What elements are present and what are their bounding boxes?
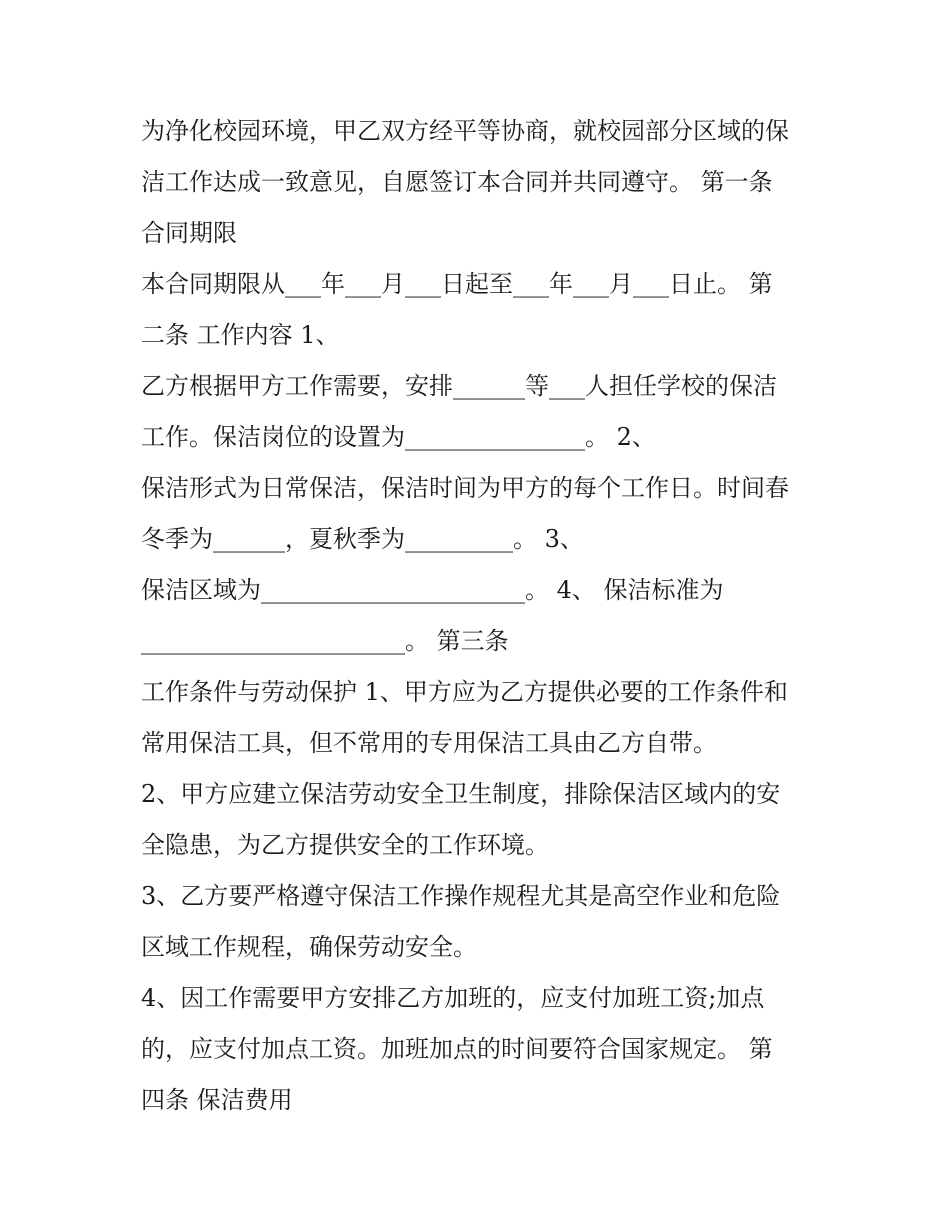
text-line: 的，应支付加点工资。加班加点的时间要符合国家规定。 第 [141,1035,773,1063]
text-line: 3、乙方要严格遵守保洁工作操作规程尤其是高空作业和危险 [141,882,781,910]
text-line: 本合同期限从___年___月___日起至___年___月___日止。 第 [141,270,773,298]
text-line: 保洁形式为日常保洁，保洁时间为甲方的每个工作日。时间春 [141,474,789,502]
text-line: 全隐患，为乙方提供安全的工作环境。 [141,831,549,859]
text-line: 4、因工作需要甲方安排乙方加班的，应支付加班工资;加点 [141,984,765,1012]
text-line: 为净化校园环境，甲乙双方经平等协商，就校园部分区域的保 [141,117,789,145]
contract-page [141,106,821,1126]
text-line: 工作。保洁岗位的设置为_______________。 2、 [141,423,656,451]
text-line: 乙方根据甲方工作需要，安排______等___人担任学校的保洁 [141,372,777,400]
text-line: 常用保洁工具，但不常用的专用保洁工具由乙方自带。 [141,729,717,757]
text-line: 区域工作规程，确保劳动安全。 [141,933,477,961]
text-line: 工作条件与劳动保护 1、甲方应为乙方提供必要的工作条件和 [141,678,788,706]
text-line: 四条 保洁费用 [141,1086,293,1114]
text-line: 冬季为______，夏秋季为_________。 3、 [141,525,584,553]
text-line: 洁工作达成一致意见，自愿签订本合同并共同遵守。 第一条 [141,168,773,196]
text-line: 2、甲方应建立保洁劳动安全卫生制度，排除保洁区域内的安 [141,780,781,808]
text-line: ______________________。 第三条 [141,627,509,655]
text-line: 合同期限 [141,219,237,247]
text-line: 保洁区域为______________________。 4、 保洁标准为 [141,576,724,604]
text-line: 二条 工作内容 1、 [141,321,340,349]
